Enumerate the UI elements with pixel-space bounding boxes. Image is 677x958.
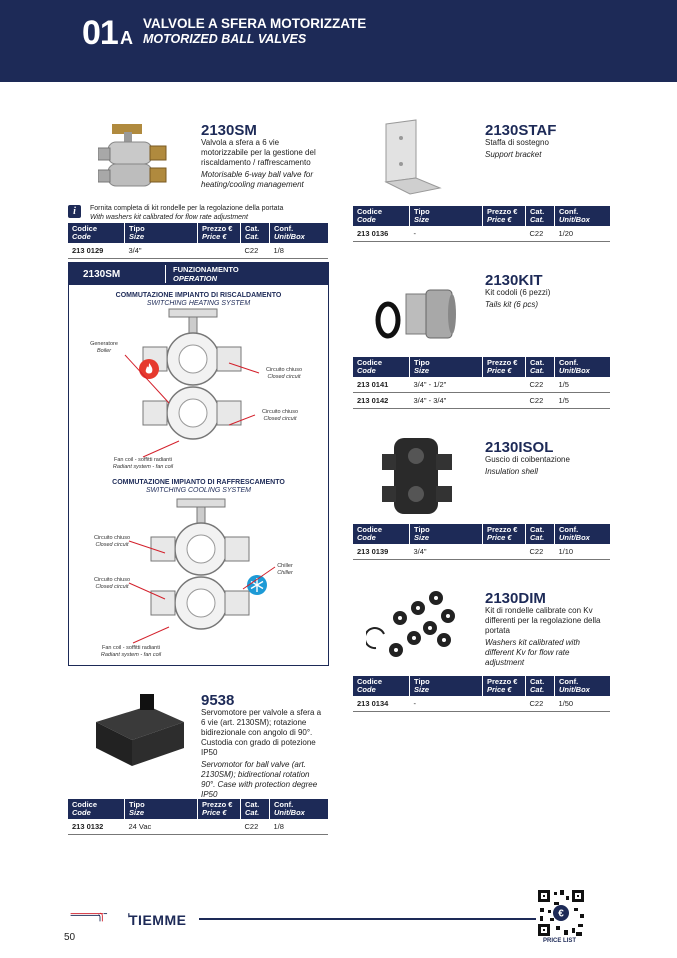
product-title-2130dim: 2130DIM <box>485 590 546 607</box>
label-chiller: Chiller Chiller <box>277 563 293 576</box>
desc-it: Valvola a sfera a 6 vie motorizzabile per la gestione del riscaldamento / raffrescamento <box>201 138 316 167</box>
cooling-section-title: COMMUTAZIONE IMPIANTO DI RAFFRESCAMENTO SWITCHING COOLING SYSTEM <box>112 479 285 494</box>
chapter-title-en: MOTORIZED BALL VALVES <box>143 32 307 46</box>
product-title-9538: 9538 <box>201 692 235 709</box>
info-en: With washers kit calibrated for flow rate adjustment <box>90 213 248 221</box>
label-closed-circuit: Circuito chiuso Closed circuit <box>93 535 131 548</box>
cooling-arrows <box>69 263 328 665</box>
label-closed-circuit: Circuito chiuso Closed circuit <box>93 577 131 590</box>
product-title-2130sm: 2130SM <box>201 122 257 139</box>
label-boiler: Generatore Boiler <box>90 341 118 354</box>
qr-code[interactable] <box>536 888 586 938</box>
table-row: 213 0136 - C22 1/20 <box>353 226 610 242</box>
servomotor-image <box>88 692 188 772</box>
product-title-2130kit: 2130KIT <box>485 272 543 289</box>
desc-it: Servomotore per valvole a sfera a 6 vie (art. 2130SM); rotazione bidirezionale con angolo di 90°. Custodia con grado di potezione IP50 <box>201 708 322 757</box>
label-closed-circuit: Circuito chiuso Closed circuit <box>261 409 299 422</box>
price-table-2130dim: Codice Code Tipo Size Prezzo € Price € Cat. Cat. Conf. Unit/Box 213 0134 - C22 1/50 <box>353 676 610 712</box>
footer-line <box>199 918 537 920</box>
product-desc-2130kit: Kit codoli (6 pezzi) Tails kit (6 pcs) <box>485 288 551 309</box>
product-desc-9538 <box>201 708 326 800</box>
product-title-2130staf: 2130STAF <box>485 122 557 139</box>
table-row: 213 0129 3/4" C22 1/8 <box>68 243 328 259</box>
product-desc-2130staf: Staffa di sostegno Support bracket <box>485 138 549 159</box>
heating-section-title: COMMUTAZIONE IMPIANTO DI RISCALDAMENTO SWITCHING HEATING SYSTEM <box>115 292 282 307</box>
label-closed-circuit: Circuito chiuso Closed circuit <box>265 367 303 380</box>
label-fan-coil: Fan coil - soffitti radianti Radiant system - fan coil <box>112 457 174 470</box>
product-desc-2130dim: Kit di rondelle calibrate con Kv differenti per la regolazione della portata Washers kit calibrated with different Kv for flow rate adjustment <box>485 606 601 667</box>
col-code: Codice Code <box>68 223 125 243</box>
chapter-number: 01 <box>82 14 118 52</box>
bracket-image <box>378 118 448 198</box>
valve-6way-image <box>98 118 198 198</box>
tails-kit-image <box>372 284 462 344</box>
product-title-2130isol: 2130ISOL <box>485 439 554 456</box>
price-table-2130isol: Codice Code Tipo Size Prezzo € Price € Cat. Cat. Conf. Unit/Box 213 0139 3/4" C22 1/10 <box>353 524 610 560</box>
washers-kit-image <box>366 590 466 666</box>
label-fan-coil: Fan coil - soffitti radianti Radiant system - fan coil <box>100 645 162 658</box>
col-cat: Cat. Cat. <box>241 223 270 243</box>
chapter-letter: A <box>120 28 133 48</box>
col-price: Prezzo € Price € <box>198 223 241 243</box>
price-table-2130sm <box>68 223 328 259</box>
table-row: 213 0132 24 Vac C22 1/8 <box>68 819 328 835</box>
operation-box <box>68 262 329 666</box>
product-desc-2130sm <box>201 138 326 190</box>
page-header <box>0 0 677 82</box>
info-it: Fornita completa di kit rondelle per la regolazione della portata <box>90 205 284 212</box>
page-number: 50 <box>64 932 76 943</box>
operation-label: FUNZIONAMENTO OPERATION <box>173 265 239 283</box>
price-table-9538: Codice Code Tipo Size Prezzo € Price € Cat. Cat. Conf. Unit/Box 213 0132 24 Vac C22 1/8 <box>68 799 328 835</box>
svg-text:€: € <box>558 908 564 920</box>
table-row: 213 0134 - C22 1/50 <box>353 696 610 712</box>
chapter-title-it: VALVOLE A SFERA MOTORIZZATE <box>143 16 367 31</box>
col-size: Tipo Size <box>125 223 198 243</box>
table-row: 213 0139 3/4" C22 1/10 <box>353 544 610 560</box>
insulation-shell-image <box>380 434 460 518</box>
price-table-2130staf: Codice Code Tipo Size Prezzo € Price € Cat. Cat. Conf. Unit/Box 213 0136 - C22 1/20 <box>353 206 610 242</box>
col-box: Conf. Unit/Box <box>270 223 329 243</box>
brand-logo: TIEMME <box>129 912 187 928</box>
qr-label: PRICE LIST <box>543 938 577 944</box>
desc-en: Motorisable 6-way ball valve for heating/cooling management <box>201 170 314 189</box>
info-icon: i <box>68 205 81 218</box>
product-desc-2130isol: Guscio di coibentazione Insulation shell <box>485 455 570 476</box>
price-table-2130kit: Codice Code Tipo Size Prezzo € Price € Cat. Cat. Conf. Unit/Box 213 0141 3/4" - 1/2" C22 1/5 213 0142 3/4" - 3/4" C22 1/5 <box>353 357 610 409</box>
table-row: 213 0141 3/4" - 1/2" C22 1/5 <box>353 377 610 393</box>
table-row: 213 0142 3/4" - 3/4" C22 1/5 <box>353 393 610 409</box>
desc-en: Servomotor for ball valve (art. 2130SM); bidirectional rotation 90°. Case with protection degree IP50 <box>201 760 318 799</box>
operation-model: 2130SM <box>83 269 121 280</box>
